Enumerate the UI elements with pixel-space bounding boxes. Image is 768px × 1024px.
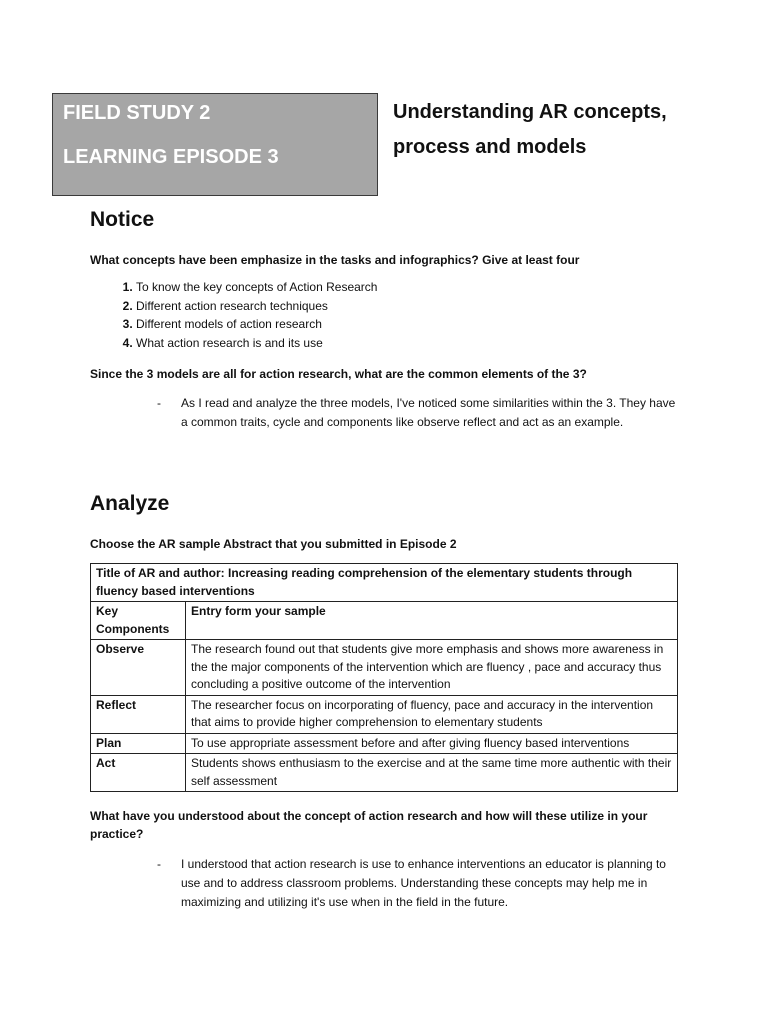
list-item: 4. What action research is and its use — [136, 334, 696, 353]
field-study-label: FIELD STUDY 2 — [63, 102, 211, 124]
table-title-cell: Title of AR and author: Increasing reading comprehension of the elementary students through fluency based interventions — [91, 564, 678, 602]
entry-cell: The research found out that students give more emphasis and shows more awareness in the the major components of the intervention which are fluency , pace and accuracy thus concluding a positive outcome of the intervention — [186, 640, 678, 696]
document-title: Understanding AR concepts, process and models — [393, 101, 667, 158]
component-cell: Plan — [91, 733, 186, 754]
list-item: 1. To know the key concepts of Action Research — [136, 278, 696, 297]
ar-components-table — [90, 563, 678, 792]
analyze-answer-2 — [157, 855, 677, 915]
list-item: 3. Different models of action research — [136, 315, 696, 334]
header-cell-entry: Entry form your sample — [186, 602, 678, 640]
table-row — [91, 640, 678, 696]
dash-marker: - — [157, 396, 161, 410]
component-cell: Act — [91, 754, 186, 792]
table-row — [91, 695, 678, 733]
table-row — [91, 564, 678, 602]
field-study-header-box — [52, 93, 378, 196]
entry-cell: The researcher focus on incorporating of fluency, pace and accuracy in the intervention that aims to provide higher comprehension to elementary students — [186, 695, 678, 733]
table-row — [91, 754, 678, 792]
analyze-question-1: Choose the AR sample Abstract that you submitted in Episode 2 — [90, 537, 457, 551]
component-cell: Observe — [91, 640, 186, 696]
answer-text: As I read and analyze the three models, I've noticed some similarities within the 3. They have a common traits, cycle and components like observe reflect and act as an example. — [181, 396, 676, 429]
dash-marker: - — [157, 857, 161, 871]
answer-text: I understood that action research is use to enhance interventions an educator is planning to use and to address classroom problems. Understanding these concepts may help me in maximizing and utilizing it's use when in the field in the future. — [181, 857, 666, 909]
notice-question-1: What concepts have been emphasize in the tasks and infographics? Give at least four — [90, 253, 580, 267]
component-cell: Reflect — [91, 695, 186, 733]
table-row — [91, 602, 678, 640]
analyze-question-2: What have you understood about the concept of action research and how will these utilize in your practice? — [90, 809, 648, 841]
learning-episode-label: LEARNING EPISODE 3 — [63, 146, 279, 168]
notice-question-2: Since the 3 models are all for action research, what are the common elements of the 3? — [90, 367, 587, 381]
entry-cell: Students shows enthusiasm to the exercise and at the same time more authentic with their self assessment — [186, 754, 678, 792]
list-item: 2. Different action research techniques — [136, 297, 696, 316]
notice-heading: Notice — [90, 208, 155, 231]
table-row — [91, 733, 678, 754]
analyze-heading: Analyze — [90, 492, 170, 515]
concepts-list — [90, 278, 696, 352]
entry-cell: To use appropriate assessment before and after giving fluency based interventions — [186, 733, 678, 754]
notice-answer-2 — [157, 394, 677, 454]
header-cell-key-components: Key Components — [91, 602, 186, 640]
